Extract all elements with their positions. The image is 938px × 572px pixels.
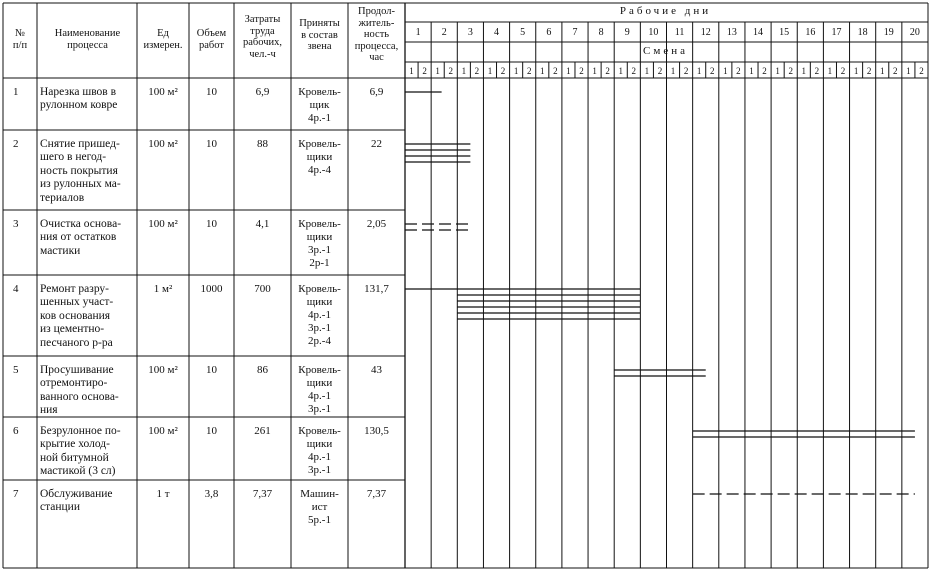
row-crew: Кровель- щики 3р.-1 2р-1 bbox=[298, 218, 341, 269]
shift-number: 2 bbox=[788, 66, 793, 76]
shift-number: 1 bbox=[566, 66, 571, 76]
row-number: 5 bbox=[13, 364, 19, 376]
row-unit: 100 м² bbox=[148, 218, 178, 230]
header-num: № п/п bbox=[12, 28, 28, 51]
row-labor: 86 bbox=[257, 364, 268, 376]
shift-number: 1 bbox=[540, 66, 545, 76]
row-labor: 261 bbox=[254, 425, 271, 437]
row-number: 7 bbox=[13, 488, 19, 500]
row-number: 6 bbox=[13, 425, 19, 437]
day-number: 17 bbox=[831, 27, 842, 38]
shift-number: 2 bbox=[657, 66, 663, 76]
day-number: 12 bbox=[700, 27, 711, 38]
process-name: Снятие пришед- шего в негод- ность покрытия из рулонных ма- териалов bbox=[40, 138, 121, 204]
shift-number: 1 bbox=[879, 66, 885, 76]
day-number: 1 bbox=[415, 27, 421, 38]
process-name: Очистка основа- ния от остатков мастики bbox=[40, 218, 122, 257]
shift-number: 1 bbox=[461, 66, 467, 76]
day-number: 8 bbox=[598, 27, 604, 38]
header-shift: Смена bbox=[643, 45, 688, 57]
row-volume: 10 bbox=[206, 138, 217, 150]
row-number: 1 bbox=[13, 86, 19, 98]
row-duration: 6,9 bbox=[369, 86, 384, 98]
shift-number: 2 bbox=[579, 66, 584, 76]
shift-number: 1 bbox=[670, 66, 676, 76]
row-volume: 10 bbox=[206, 218, 217, 230]
row-duration: 2,05 bbox=[366, 218, 387, 230]
day-number: 4 bbox=[494, 27, 499, 38]
row-duration: 130,5 bbox=[364, 425, 389, 437]
day-number: 16 bbox=[805, 27, 816, 38]
row-crew: Кровель- щики 4р.-4 bbox=[298, 138, 341, 176]
row-volume: 10 bbox=[206, 86, 217, 98]
shift-number: 2 bbox=[814, 66, 820, 76]
day-number: 15 bbox=[779, 27, 790, 38]
shift-number: 1 bbox=[644, 66, 650, 76]
header-volume: Объем работ bbox=[196, 28, 227, 51]
shift-number: 1 bbox=[749, 66, 754, 76]
header-labor: Затраты труда рабочих, чел.-ч bbox=[242, 14, 282, 60]
shift-number: 1 bbox=[853, 66, 859, 76]
shift-number: 1 bbox=[696, 66, 702, 76]
row-duration: 22 bbox=[371, 138, 382, 150]
shift-number: 2 bbox=[500, 66, 506, 76]
header-unit: Ед измерен. bbox=[143, 28, 183, 51]
row-unit: 100 м² bbox=[148, 364, 178, 376]
row-unit: 1 м² bbox=[153, 283, 173, 295]
shift-number: 1 bbox=[409, 66, 414, 76]
day-number: 9 bbox=[624, 27, 630, 38]
row-crew: Кровель- щики 4р.-1 3р.-1 2р.-4 bbox=[298, 283, 341, 347]
row-labor: 700 bbox=[254, 283, 271, 295]
shift-number: 2 bbox=[683, 66, 689, 76]
shift-number: 2 bbox=[840, 66, 846, 76]
row-labor: 4,1 bbox=[255, 218, 270, 230]
process-name: Безрулонное по- крытие холод- ной битумной мастикой (3 сл) bbox=[40, 425, 121, 478]
shift-number: 2 bbox=[919, 66, 924, 76]
row-volume: 3,8 bbox=[204, 488, 219, 500]
day-number: 5 bbox=[520, 27, 526, 38]
row-crew: Кровель- щик 4р.-1 bbox=[298, 86, 341, 124]
shift-number: 2 bbox=[762, 66, 767, 76]
row-duration: 7,37 bbox=[366, 488, 387, 500]
day-number: 3 bbox=[467, 27, 473, 38]
day-number: 13 bbox=[726, 27, 737, 38]
shift-number: 1 bbox=[435, 66, 440, 76]
process-name: Обслуживание станции bbox=[40, 488, 113, 514]
row-number: 3 bbox=[13, 218, 19, 230]
shift-number: 2 bbox=[526, 66, 532, 76]
header-work-days: Рабочие дни bbox=[619, 5, 712, 17]
row-number: 4 bbox=[13, 283, 19, 295]
shift-number: 2 bbox=[866, 66, 872, 76]
row-crew: Кровель- щики 4р.-1 3р.-1 bbox=[298, 364, 341, 415]
row-duration: 131,7 bbox=[364, 283, 389, 295]
shift-number: 1 bbox=[618, 66, 623, 76]
row-duration: 43 bbox=[371, 364, 382, 376]
shift-number: 2 bbox=[474, 66, 480, 76]
day-number: 18 bbox=[857, 27, 868, 38]
row-volume: 10 bbox=[206, 425, 217, 437]
shift-number: 1 bbox=[487, 66, 493, 76]
row-unit: 100 м² bbox=[148, 86, 178, 98]
row-volume: 10 bbox=[206, 364, 217, 376]
row-unit: 1 т bbox=[156, 488, 170, 500]
row-unit: 100 м² bbox=[148, 138, 178, 150]
row-crew: Машин- ист 5р.-1 bbox=[300, 488, 339, 526]
row-labor: 7,37 bbox=[252, 488, 273, 500]
process-name: Просушивание отремонтиро- ванного основа- ния bbox=[40, 364, 119, 417]
day-number: 2 bbox=[441, 27, 447, 38]
row-labor: 88 bbox=[257, 138, 268, 150]
shift-number: 1 bbox=[513, 66, 519, 76]
shift-number: 1 bbox=[906, 66, 911, 76]
shift-number: 2 bbox=[422, 66, 427, 76]
day-number: 11 bbox=[674, 27, 685, 38]
row-labor: 6,9 bbox=[255, 86, 270, 98]
shift-number: 2 bbox=[553, 66, 558, 76]
day-number: 14 bbox=[753, 27, 763, 38]
day-number: 20 bbox=[909, 27, 920, 38]
process-name: Нарезка швов в рулонном ковре bbox=[40, 86, 118, 112]
shift-number: 1 bbox=[827, 66, 833, 76]
day-number: 6 bbox=[546, 27, 552, 38]
row-volume: 1000 bbox=[200, 283, 223, 295]
row-unit: 100 м² bbox=[148, 425, 178, 437]
shift-number: 2 bbox=[448, 66, 453, 76]
shift-number: 2 bbox=[736, 66, 741, 76]
header-name: Наименование процесса bbox=[54, 28, 121, 51]
shift-number: 2 bbox=[605, 66, 610, 76]
header-crew: Приняты в состав звена bbox=[299, 18, 340, 52]
day-number: 19 bbox=[883, 27, 894, 38]
day-number: 10 bbox=[648, 27, 659, 38]
process-name: Ремонт разру- шенных участ- ков основания из цементно- песчаного р-ра bbox=[40, 283, 114, 349]
shift-number: 2 bbox=[893, 66, 898, 76]
shift-number: 2 bbox=[710, 66, 715, 76]
row-crew: Кровель- щики 4р.-1 3р.-1 bbox=[298, 425, 341, 476]
day-number: 7 bbox=[572, 27, 578, 38]
row-number: 2 bbox=[13, 138, 19, 150]
shift-number: 1 bbox=[801, 66, 807, 76]
shift-number: 1 bbox=[775, 66, 780, 76]
header-duration: Продол- житель- ность процесса, час bbox=[354, 6, 399, 63]
shift-number: 1 bbox=[592, 66, 597, 76]
shift-number: 1 bbox=[723, 66, 728, 76]
shift-number: 2 bbox=[631, 66, 637, 76]
